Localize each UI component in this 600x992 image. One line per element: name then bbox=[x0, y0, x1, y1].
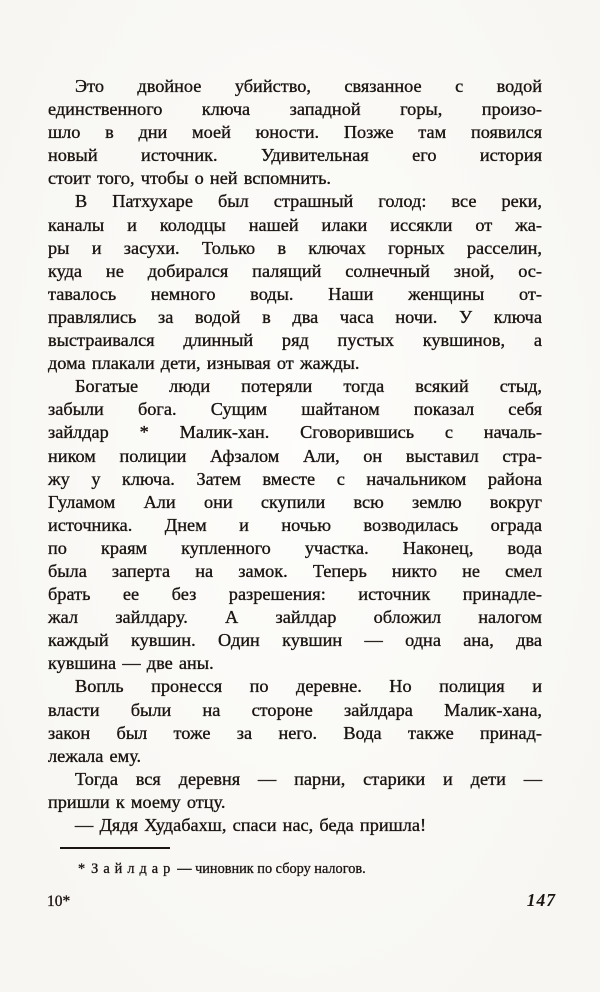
text-line-dialogue: — Дядя Худабахш, спаси нас, беда пришла! bbox=[75, 815, 427, 835]
text-line: жу у ключа. Затем вместе с начальником района bbox=[48, 468, 542, 489]
text-line: жал зайлдару. А зайлдар обложил налогом bbox=[48, 607, 542, 628]
text-line: новый источник. Удивительная его история bbox=[48, 145, 542, 166]
text-line: тавалось немного воды. Наши женщины от- bbox=[48, 283, 542, 304]
text-line: лежала ему. bbox=[48, 745, 142, 766]
body-text bbox=[48, 75, 542, 837]
text-line: пришли к моему отцу. bbox=[48, 791, 226, 812]
page-number: 147 bbox=[526, 890, 556, 910]
text-line: каждый кувшин. Один кувшин — одна ана, два bbox=[48, 630, 542, 651]
text-line: стоит того, чтобы о ней вспомнить. bbox=[48, 168, 332, 189]
text-line: единственного ключа западной горы, произо- bbox=[48, 99, 542, 120]
text-line: источника. Днем и ночью возводилась ограда bbox=[48, 514, 542, 535]
text-line: правлялись за водой в два часа ночи. У ключа bbox=[48, 306, 542, 327]
text-line: Вопль пронесся по деревне. Но полиция и bbox=[75, 676, 542, 697]
text-line: Это двойное убийство, связанное с водой bbox=[75, 76, 542, 96]
text-line: Гуламом Али они скупили всю землю вокруг bbox=[48, 491, 542, 512]
text-line: кувшина — две аны. bbox=[48, 653, 214, 674]
text-line: ником полиции Афзалом Али, он выставил стра- bbox=[48, 445, 542, 466]
signature-mark: 10* bbox=[47, 893, 71, 910]
text-line: выстраивался длинный ряд пустых кувшинов, а bbox=[48, 330, 542, 351]
text-line: В Патхухаре был страшный голод: все реки, bbox=[75, 191, 542, 212]
text-line: была заперта на замок. Теперь никто не смел bbox=[48, 560, 542, 581]
text-line: зайлдар * Малик-хан. Сговорившись с началь- bbox=[48, 422, 542, 443]
footnote bbox=[48, 860, 542, 879]
footnote-definition: — чиновник по сбору налогов. bbox=[177, 861, 366, 877]
text-line: власти были на стороне зайлдара Малик-хана, bbox=[48, 699, 542, 720]
text-line: брать ее без разрешения: источник принадле- bbox=[48, 584, 542, 605]
text-line: ры и засухи. Только в ключах горных расселин, bbox=[48, 237, 542, 258]
text-line: дома плакали дети, изнывая от жажды. bbox=[48, 353, 360, 374]
text-line: Богатые люди потеряли тогда всякий стыд, bbox=[75, 376, 542, 397]
text-line: Тогда вся деревня — парни, старики и дети — bbox=[75, 768, 542, 789]
footnote-term: Зайлдар bbox=[91, 861, 176, 877]
footnote-asterisk: * bbox=[78, 861, 86, 877]
footnote-separator bbox=[60, 847, 170, 849]
text-line: забыли бога. Сущим шайтаном показал себя bbox=[48, 399, 542, 420]
text-line: каналы и колодцы нашей илаки иссякли от жа- bbox=[48, 214, 542, 235]
text-line: закон был тоже за него. Вода также принад- bbox=[48, 722, 542, 743]
text-line: шло в дни моей юности. Позже там появился bbox=[48, 122, 542, 143]
text-line: куда не добирался палящий солнечный зной, ос- bbox=[48, 260, 542, 281]
text-line: по краям купленного участка. Наконец, вода bbox=[48, 537, 542, 558]
